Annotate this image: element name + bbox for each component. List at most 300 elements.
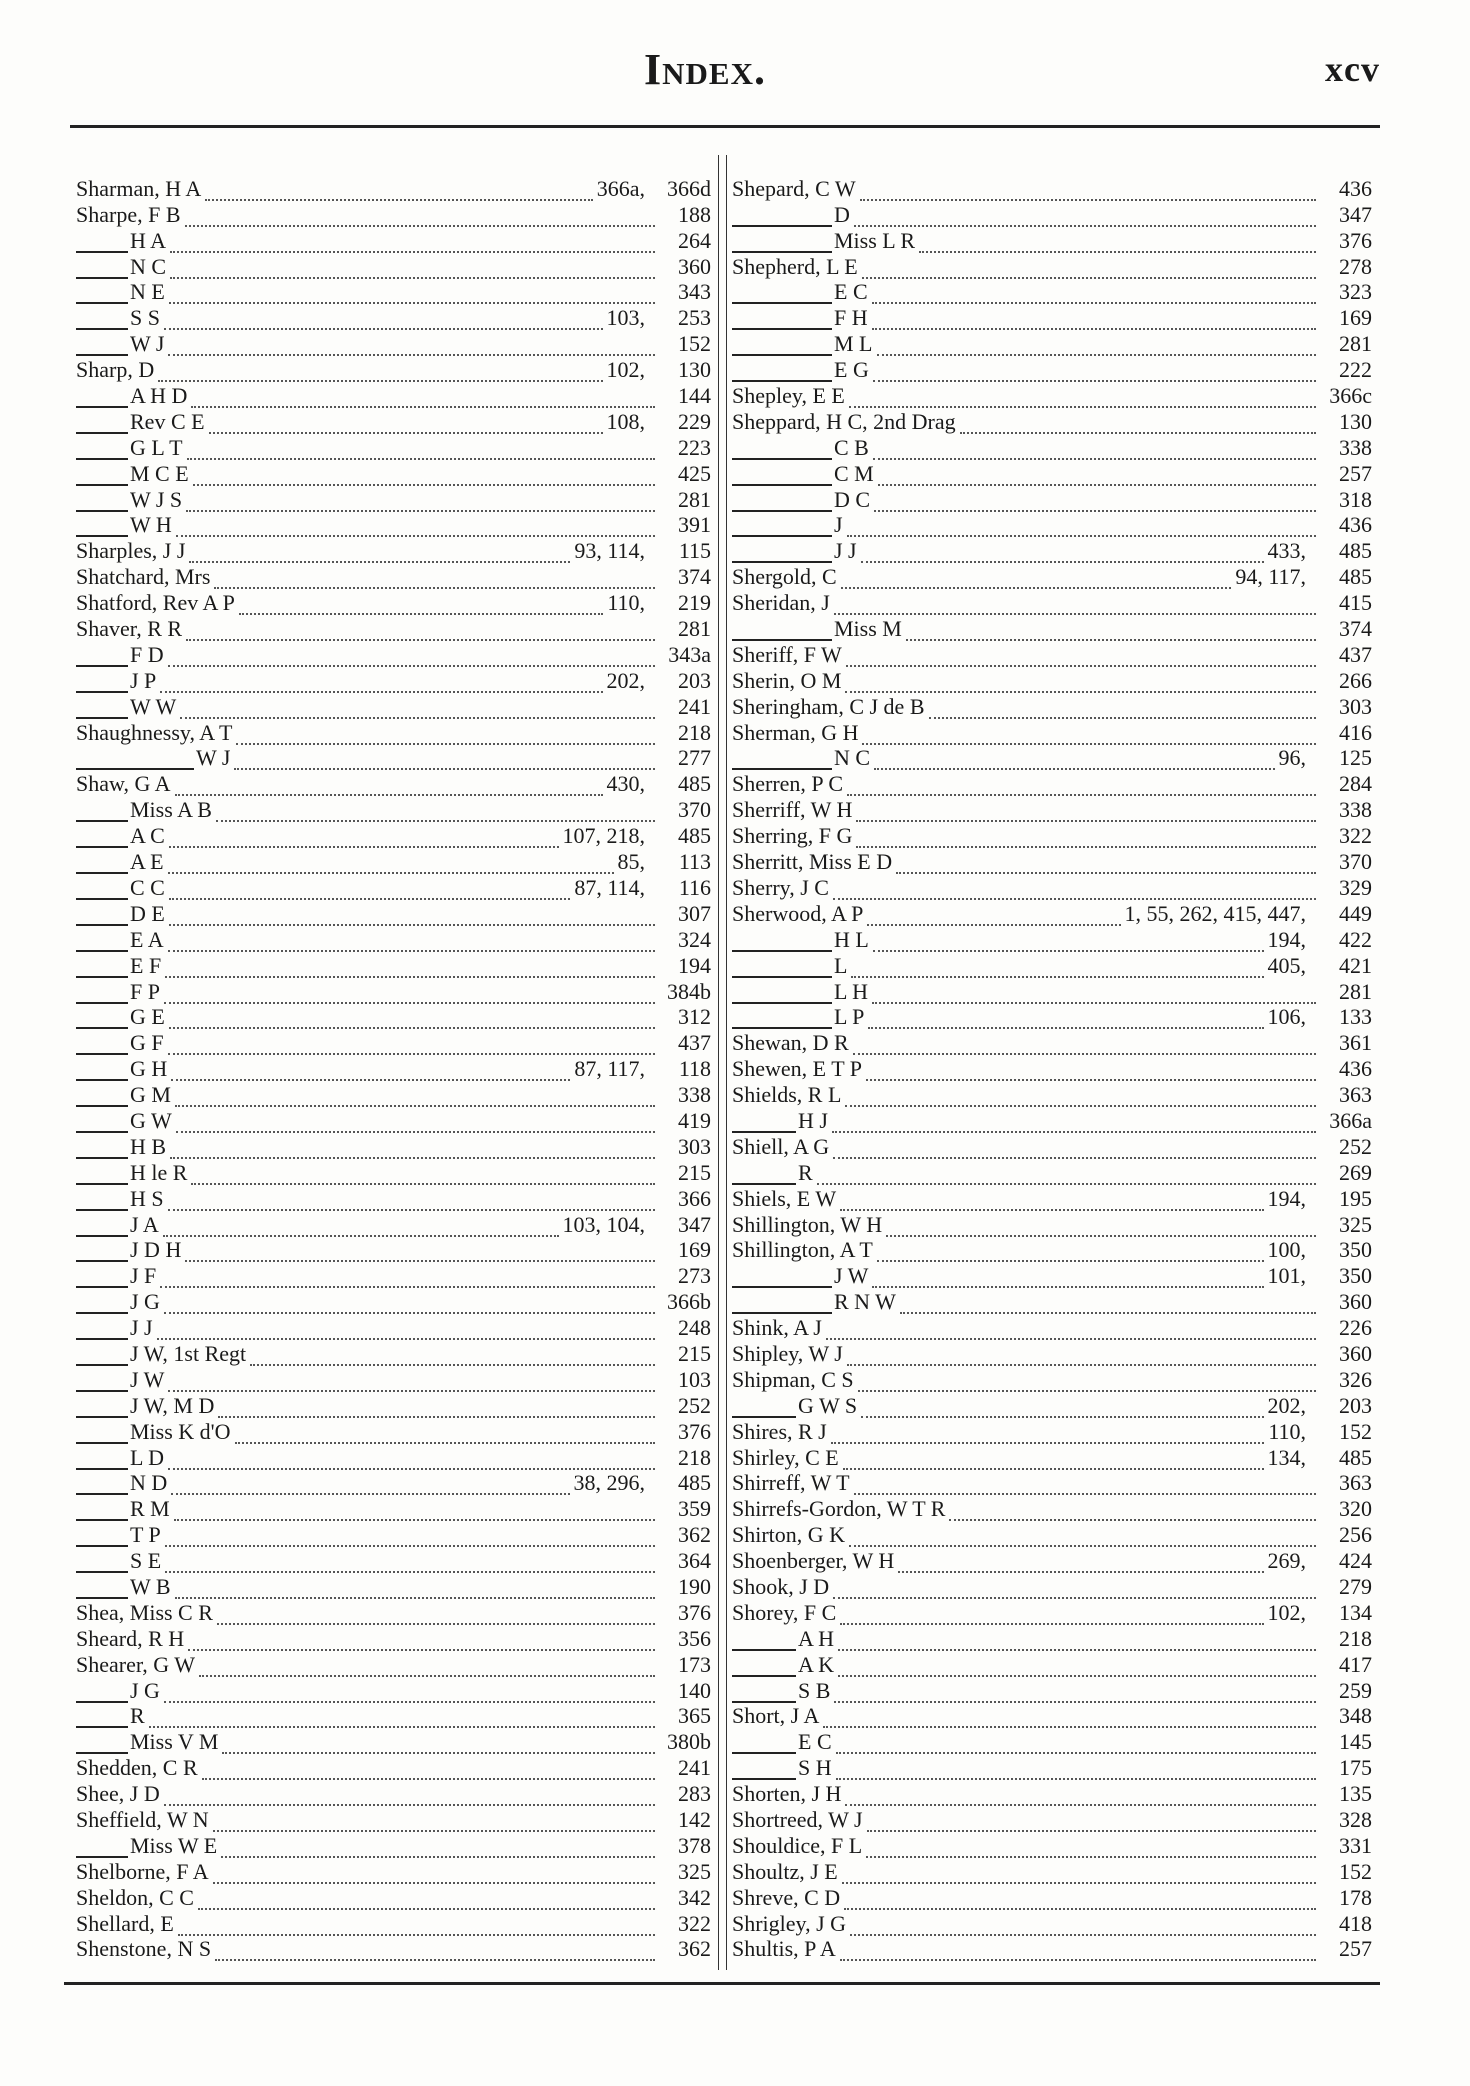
dot-leader xyxy=(872,286,1316,304)
entry-page: 338 xyxy=(678,1082,711,1108)
ditto-dash xyxy=(76,940,128,952)
dot-leader xyxy=(840,1193,1263,1211)
index-entry xyxy=(76,1418,711,1444)
ditto-dash xyxy=(732,241,832,253)
entry-page: 436 xyxy=(1339,1056,1372,1082)
entry-page: 125 xyxy=(1339,745,1372,771)
entry-page: 169 xyxy=(1339,305,1372,331)
dot-leader xyxy=(218,1400,655,1418)
entry-name: Sherin, O M xyxy=(732,667,842,693)
index-entry xyxy=(732,1159,1372,1185)
dot-leader xyxy=(877,1244,1264,1262)
index-entry xyxy=(76,175,711,201)
ditto-dash xyxy=(732,1665,796,1677)
ditto-dash xyxy=(76,1043,128,1055)
dot-leader xyxy=(838,1633,1316,1651)
entry-page: 283 xyxy=(678,1781,711,1807)
index-entry xyxy=(76,1858,711,1884)
dot-leader xyxy=(867,908,1120,926)
ditto-dash xyxy=(76,1406,128,1418)
entry-name: H L xyxy=(834,926,869,952)
dot-leader xyxy=(877,338,1317,356)
entry-name: G H xyxy=(130,1056,168,1082)
index-entry xyxy=(732,770,1372,796)
index-entry xyxy=(732,408,1372,434)
entry-page: 195 xyxy=(1339,1185,1372,1211)
dot-leader xyxy=(191,1167,655,1185)
dot-leader xyxy=(845,1089,1316,1107)
dot-leader xyxy=(832,1115,1316,1133)
dot-leader xyxy=(168,1193,655,1211)
entry-extra-pages: 102, xyxy=(1267,1599,1306,1625)
entry-name: W J xyxy=(130,331,165,357)
dot-leader xyxy=(165,1555,655,1573)
entry-name: Sharp, D xyxy=(76,357,155,383)
index-entry xyxy=(732,253,1372,279)
dot-leader xyxy=(960,416,1316,434)
entry-page: 152 xyxy=(678,331,711,357)
index-entry xyxy=(76,408,711,434)
index-entry xyxy=(732,1625,1372,1651)
dot-leader xyxy=(163,1219,559,1237)
ditto-dash xyxy=(76,396,128,408)
index-entry xyxy=(732,874,1372,900)
index-entry xyxy=(732,1910,1372,1936)
dot-leader xyxy=(866,1840,1316,1858)
index-entry xyxy=(76,1159,711,1185)
index-entry xyxy=(732,1728,1372,1754)
entry-name: M L xyxy=(834,331,873,357)
entry-name: Shoenberger, W H xyxy=(732,1548,895,1574)
ditto-dash xyxy=(76,1561,128,1573)
entry-extra-pages: 1, 55, 262, 415, 447, xyxy=(1124,900,1306,926)
entry-page: 378 xyxy=(678,1832,711,1858)
dot-leader xyxy=(250,1348,655,1366)
entry-name: M C E xyxy=(130,460,189,486)
dot-leader xyxy=(164,1685,655,1703)
ditto-dash xyxy=(732,1639,796,1651)
entry-name: E C xyxy=(834,279,868,305)
index-entry xyxy=(76,1780,711,1806)
index-entry xyxy=(732,1703,1372,1729)
index-entry xyxy=(76,1366,711,1392)
entry-name: F H xyxy=(834,305,868,331)
entry-page: 322 xyxy=(1339,823,1372,849)
dot-leader xyxy=(845,675,1316,693)
index-entry xyxy=(76,1029,711,1055)
entry-page: 277 xyxy=(678,745,711,771)
entry-name: Shipman, C S xyxy=(732,1366,854,1392)
entry-page: 130 xyxy=(678,357,711,383)
entry-page: 223 xyxy=(678,434,711,460)
index-entry xyxy=(76,227,711,253)
dot-leader xyxy=(856,830,1316,848)
entry-name: Shedden, C R xyxy=(76,1755,198,1781)
entry-name: G F xyxy=(130,1030,164,1056)
dot-leader xyxy=(873,934,1264,952)
index-entry xyxy=(732,822,1372,848)
index-entry xyxy=(76,589,711,615)
entry-page: 241 xyxy=(678,693,711,719)
dot-leader xyxy=(867,1814,1316,1832)
entry-name: Shortreed, W J xyxy=(732,1807,863,1832)
dot-leader xyxy=(168,338,655,356)
entry-page: 324 xyxy=(678,926,711,952)
index-entry xyxy=(732,1340,1372,1366)
dot-leader xyxy=(856,804,1316,822)
entry-extra-pages: 110, xyxy=(1268,1418,1306,1444)
entry-page: 485 xyxy=(1339,538,1372,564)
index-entry xyxy=(76,1910,711,1936)
entry-extra-pages: 110, xyxy=(607,590,645,616)
ditto-dash xyxy=(76,525,128,537)
dot-leader xyxy=(866,1063,1316,1081)
entry-name: Shaughnessy, A T xyxy=(76,719,233,745)
dot-leader xyxy=(164,986,655,1004)
dot-leader xyxy=(187,442,655,460)
entry-page: 173 xyxy=(678,1651,711,1677)
dot-leader xyxy=(840,1607,1263,1625)
dot-leader xyxy=(170,1141,655,1159)
entry-page: 279 xyxy=(1339,1573,1372,1599)
entry-extra-pages: 96, xyxy=(1278,745,1306,771)
entry-page: 366 xyxy=(678,1185,711,1211)
ditto-dash xyxy=(76,422,128,434)
dot-leader xyxy=(906,623,1316,641)
ditto-dash xyxy=(76,500,128,512)
entry-name: Shearer, G W xyxy=(76,1651,196,1677)
entry-name: N D xyxy=(130,1470,168,1496)
index-entry xyxy=(732,512,1372,538)
dot-leader xyxy=(849,390,1316,408)
ditto-dash xyxy=(732,1121,796,1133)
entry-page: 218 xyxy=(678,1444,711,1470)
dot-leader xyxy=(213,1814,655,1832)
entry-page: 281 xyxy=(1339,978,1372,1004)
dot-leader xyxy=(896,856,1316,874)
index-entry xyxy=(76,512,711,538)
entry-name: A K xyxy=(798,1651,835,1677)
ditto-dash xyxy=(76,992,128,1004)
dot-leader xyxy=(838,1659,1316,1677)
dot-leader xyxy=(836,1762,1316,1780)
entry-name: Shelborne, F A xyxy=(76,1858,209,1884)
entry-name: Sharples, J J xyxy=(76,538,186,564)
index-entry xyxy=(732,1495,1372,1521)
ditto-dash xyxy=(76,655,128,667)
entry-page: 376 xyxy=(1339,227,1372,253)
entry-name: Sheringham, C J de B xyxy=(732,693,925,719)
index-entry xyxy=(732,537,1372,563)
entry-page: 362 xyxy=(678,1522,711,1548)
entry-page: 328 xyxy=(1339,1807,1372,1832)
entry-name: E C xyxy=(798,1729,832,1755)
dot-leader xyxy=(900,1296,1316,1314)
entry-name: J W xyxy=(130,1366,165,1392)
index-entry xyxy=(76,1107,711,1133)
dot-leader xyxy=(840,1943,1316,1961)
dot-leader xyxy=(853,1037,1316,1055)
index-entry xyxy=(76,1754,711,1780)
entry-page: 416 xyxy=(1339,719,1372,745)
entry-name: S B xyxy=(798,1677,831,1703)
dot-leader xyxy=(189,545,570,563)
entry-page: 362 xyxy=(678,1936,711,1962)
entry-name: Shenstone, N S xyxy=(76,1936,212,1962)
entry-page: 338 xyxy=(1339,797,1372,823)
dot-leader xyxy=(164,312,603,330)
entry-name: W J xyxy=(196,745,231,771)
dot-leader xyxy=(157,1322,655,1340)
entry-name: D C xyxy=(834,486,871,512)
entry-name: N C xyxy=(130,253,167,279)
dot-leader xyxy=(239,597,603,615)
entry-page: 365 xyxy=(678,1703,711,1729)
entry-name: W J S xyxy=(130,486,183,512)
index-entry xyxy=(76,1237,711,1263)
ditto-dash xyxy=(76,966,128,978)
entry-page: 134 xyxy=(1339,1599,1372,1625)
dot-leader xyxy=(826,1322,1316,1340)
ditto-dash xyxy=(76,1095,128,1107)
dot-leader xyxy=(205,183,592,201)
entry-name: Sheridan, J xyxy=(732,590,830,616)
entry-name: S S xyxy=(130,305,160,331)
entry-name: Sheppard, H C, 2nd Drag xyxy=(732,408,956,434)
index-entry xyxy=(732,175,1372,201)
dot-leader xyxy=(872,1270,1263,1288)
index-entry xyxy=(732,227,1372,253)
entry-page: 175 xyxy=(1339,1755,1372,1781)
entry-page: 218 xyxy=(1339,1625,1372,1651)
index-entry xyxy=(76,1392,711,1418)
ditto-dash xyxy=(76,267,128,279)
ditto-dash xyxy=(76,1276,128,1288)
entry-page: 421 xyxy=(1339,952,1372,978)
ditto-dash xyxy=(76,1432,128,1444)
entry-page: 331 xyxy=(1339,1832,1372,1858)
entry-name: J W, M D xyxy=(130,1392,215,1418)
entry-page: 218 xyxy=(678,719,711,745)
entry-name: H A xyxy=(130,227,167,253)
index-entry xyxy=(732,1677,1372,1703)
entry-page: 259 xyxy=(1339,1677,1372,1703)
entry-name: Rev C E xyxy=(130,408,205,434)
entry-extra-pages: 202, xyxy=(1267,1392,1306,1418)
entry-name: Shillington, A T xyxy=(732,1237,873,1263)
dot-leader xyxy=(868,1011,1263,1029)
entry-extra-pages: 94, 117, xyxy=(1235,564,1306,590)
index-entry xyxy=(76,563,711,589)
index-entry xyxy=(76,1806,711,1832)
dot-leader xyxy=(186,623,655,641)
index-entry xyxy=(732,719,1372,745)
entry-page: 323 xyxy=(1339,279,1372,305)
dot-leader xyxy=(850,1918,1316,1936)
entry-extra-pages: 38, 296, xyxy=(573,1470,645,1496)
entry-name: Miss K d'O xyxy=(130,1418,231,1444)
dot-leader xyxy=(861,545,1264,563)
ditto-dash xyxy=(732,1691,796,1703)
entry-name: E A xyxy=(130,926,164,952)
index-entry xyxy=(76,434,711,460)
entry-name: Sheffield, W N xyxy=(76,1807,209,1832)
ditto-dash xyxy=(76,241,128,253)
entry-name: H J xyxy=(798,1107,828,1133)
dot-leader xyxy=(213,1866,655,1884)
entry-page: 419 xyxy=(678,1107,711,1133)
dot-leader xyxy=(158,364,602,382)
entry-name: H S xyxy=(130,1185,164,1211)
ditto-dash xyxy=(732,1276,832,1288)
page-header xyxy=(0,40,1470,100)
entry-name: Shaver, R R xyxy=(76,616,183,642)
index-entry xyxy=(732,693,1372,719)
dot-leader xyxy=(168,1374,655,1392)
entry-name: R M xyxy=(130,1496,170,1522)
index-entry xyxy=(76,1055,711,1081)
dot-leader xyxy=(919,235,1316,253)
index-entry xyxy=(76,822,711,848)
entry-name: Sherriff, W H xyxy=(732,797,853,823)
entry-name: Shergold, C xyxy=(732,564,837,590)
entry-page: 356 xyxy=(678,1625,711,1651)
entry-page: 178 xyxy=(1339,1884,1372,1910)
ditto-dash xyxy=(732,1406,796,1418)
dot-leader xyxy=(833,1581,1316,1599)
dot-leader xyxy=(165,960,655,978)
entry-page: 360 xyxy=(1339,1340,1372,1366)
ditto-dash xyxy=(76,836,128,848)
index-entry xyxy=(76,615,711,641)
index-entry xyxy=(732,304,1372,330)
index-entry xyxy=(732,330,1372,356)
ditto-dash xyxy=(76,1380,128,1392)
dot-leader xyxy=(191,390,655,408)
entry-name: A H xyxy=(798,1625,835,1651)
entry-name: J P xyxy=(130,667,157,693)
entry-page: 215 xyxy=(678,1340,711,1366)
ditto-dash xyxy=(732,474,832,486)
entry-page: 391 xyxy=(678,512,711,538)
entry-extra-pages: 85, xyxy=(617,849,645,875)
index-entry xyxy=(76,900,711,926)
ditto-dash xyxy=(732,1742,796,1754)
entry-page: 343a xyxy=(668,641,711,667)
ditto-dash xyxy=(732,1017,832,1029)
entry-page: 436 xyxy=(1339,512,1372,538)
entry-page: 226 xyxy=(1339,1315,1372,1341)
entry-page: 366a xyxy=(1329,1107,1372,1133)
ditto-dash xyxy=(732,551,832,563)
ditto-dash xyxy=(76,1173,128,1185)
entry-page: 366b xyxy=(667,1289,711,1315)
index-entry xyxy=(76,1211,711,1237)
entry-page: 203 xyxy=(678,667,711,693)
dot-leader xyxy=(222,1736,655,1754)
dot-leader xyxy=(149,1710,655,1728)
ditto-dash xyxy=(76,1587,128,1599)
dot-leader xyxy=(171,1063,570,1081)
dot-leader xyxy=(209,416,603,434)
ditto-dash xyxy=(76,914,128,926)
entry-page: 269 xyxy=(1339,1159,1372,1185)
index-entry xyxy=(732,1884,1372,1910)
dot-leader xyxy=(175,1089,655,1107)
index-entry xyxy=(732,356,1372,382)
ditto-dash xyxy=(76,474,128,486)
index-entry xyxy=(76,1262,711,1288)
entry-page: 376 xyxy=(678,1599,711,1625)
dot-leader xyxy=(178,1918,655,1936)
ditto-dash xyxy=(732,1173,796,1185)
entry-page: 422 xyxy=(1339,926,1372,952)
ditto-dash xyxy=(732,1768,796,1780)
entry-name: Shepard, C W xyxy=(732,175,856,201)
dot-leader xyxy=(841,571,1232,589)
dot-leader xyxy=(169,286,655,304)
dot-leader xyxy=(858,1374,1316,1392)
entry-extra-pages: 433, xyxy=(1267,538,1306,564)
index-entry xyxy=(732,589,1372,615)
entry-page: 219 xyxy=(678,590,711,616)
dot-leader xyxy=(164,1788,655,1806)
index-entry xyxy=(76,537,711,563)
entry-extra-pages: 194, xyxy=(1267,926,1306,952)
ditto-dash xyxy=(76,1846,128,1858)
entry-page: 281 xyxy=(678,486,711,512)
entry-page: 145 xyxy=(1339,1729,1372,1755)
entry-page: 257 xyxy=(1339,460,1372,486)
index-entry xyxy=(76,1936,711,1962)
entry-name: J xyxy=(834,512,843,538)
ditto-dash xyxy=(76,344,128,356)
entry-name: Sheriff, F W xyxy=(732,641,842,667)
entry-name: W W xyxy=(130,693,177,719)
dot-leader xyxy=(860,183,1316,201)
index-entry xyxy=(76,978,711,1004)
entry-page: 370 xyxy=(1339,849,1372,875)
entry-page: 266 xyxy=(1339,667,1372,693)
ditto-dash xyxy=(76,448,128,460)
entry-name: Miss W E xyxy=(130,1832,218,1858)
dot-leader xyxy=(862,261,1316,279)
entry-name: Shreve, C D xyxy=(732,1884,841,1910)
index-entry xyxy=(732,1107,1372,1133)
dot-leader xyxy=(168,1452,655,1470)
entry-name: Shatford, Rev A P xyxy=(76,590,235,616)
entry-page: 361 xyxy=(1339,1030,1372,1056)
index-entry xyxy=(732,1081,1372,1107)
index-entry xyxy=(732,1806,1372,1832)
index-entry xyxy=(76,1495,711,1521)
index-entry xyxy=(732,1366,1372,1392)
dot-leader xyxy=(886,1219,1316,1237)
entry-page: 133 xyxy=(1339,1004,1372,1030)
index-entry xyxy=(76,1340,711,1366)
index-entry xyxy=(76,304,711,330)
entry-name: W H xyxy=(130,512,172,538)
entry-name: Shirton, G K xyxy=(732,1522,846,1548)
ditto-dash xyxy=(76,1483,128,1495)
dot-leader xyxy=(164,1296,655,1314)
entry-page: 322 xyxy=(678,1910,711,1936)
entry-page: 169 xyxy=(678,1237,711,1263)
dot-leader xyxy=(854,209,1316,227)
ditto-dash xyxy=(76,1199,128,1211)
entry-name: Shiels, E W xyxy=(732,1185,837,1211)
entry-page: 485 xyxy=(678,771,711,797)
